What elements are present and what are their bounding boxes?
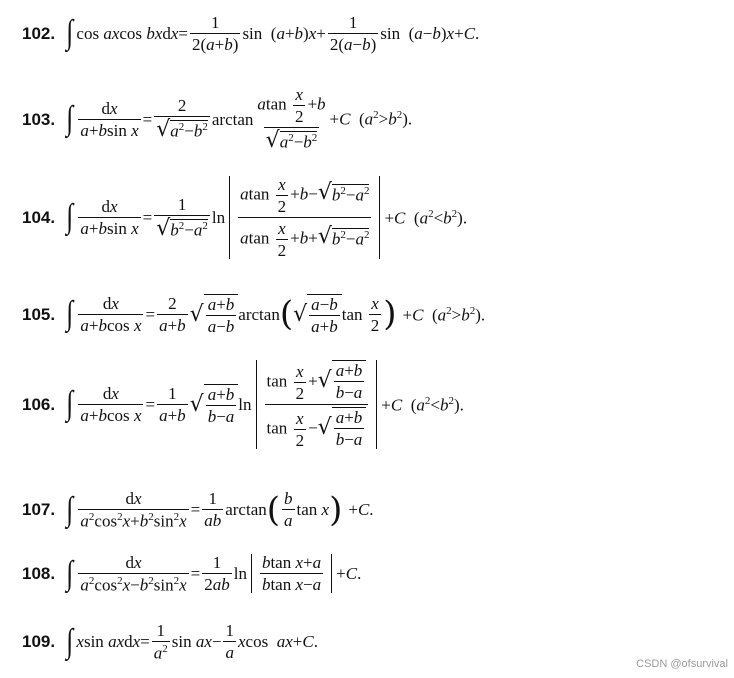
- formula-106: 106. ∫ $\frac{dx}{\text{a+bcos x}}$ = $\frac{1}{a+b}$ √ $\frac{a+b}{b-a}$ ln tan $\frac{x}{2}$ + √ $\frac{a+b}{b-a}$ tan $\frac{x}{2}$ − √ $\frac{a+b}{b-a}$ +C $(a^2<b^2)$.: [22, 361, 464, 451]
- formula-107: 107. ∫ $\frac{dx}{a^2\cos^2x+b^2\sin^2x}$ = $\frac{1}{ab}$ arctan ( $\frac{b}{a}$ tan x ) +C.: [22, 489, 374, 531]
- formula-102: 102. ∫ cos axcos bxdx= $\frac{1}{2(a+b)}$ sin (a+b)x+ $\frac{1}{2(a-b)}$ sin (a−b)x+C.: [22, 13, 480, 54]
- formula-number: 105.: [22, 305, 56, 324]
- formula-number: 109.: [22, 632, 56, 652]
- formula-103: 103. ∫ $\frac{dx}{\text{a+bsin x}}$ = 2 √ $a^2-b^2$ arctan atan $\frac{x}{2}$ +b √ $a^2-b^2$ +C $(a^2>b^2)$.: [22, 85, 413, 153]
- formula-104: 104. ∫ $\frac{dx}{\text{a+bsin x}}$ = 1 √ $b^2-a^2$ ln atan $\frac{x}{2}$ +b− √ $b^2-a^2$ atan $\frac{x}{2}$ +b+ √ $b^2-a^2$ +C $(a^2<b^2)$.: [22, 175, 468, 260]
- formula-number: 102.: [22, 24, 56, 43]
- formula-number: 107.: [22, 500, 56, 520]
- formula-105: 105. ∫ $\frac{dx}{\text{a+bcos x}}$ = $\frac{2}{a+b}$ √ $\frac{a+b}{a-b}$ arctan ( √ $\frac{a-b}{a+b}$ tan $\frac{x}{2}$ ) +C $(a^2>b^2)$.: [22, 294, 486, 336]
- formula-number: 103.: [22, 109, 56, 129]
- formula-number: 104.: [22, 208, 56, 227]
- watermark-text: CSDN @ofsurvival: [636, 658, 728, 670]
- formula-number: 106.: [22, 395, 56, 415]
- formula-108: 108. ∫ $\frac{dx}{a^2\cos^2x-b^2\sin^2x}$ = $\frac{1}{2ab}$ ln $\frac{\text{btan x+a}}{\text{btan x−a}}$ +C.: [22, 553, 362, 595]
- formula-number: 108.: [22, 564, 56, 584]
- formula-109: 109. ∫ xsin axdx= $\frac{1}{a^2}$ sin ax− $\frac{1}{a}$ xcos ax+C.: [22, 621, 318, 663]
